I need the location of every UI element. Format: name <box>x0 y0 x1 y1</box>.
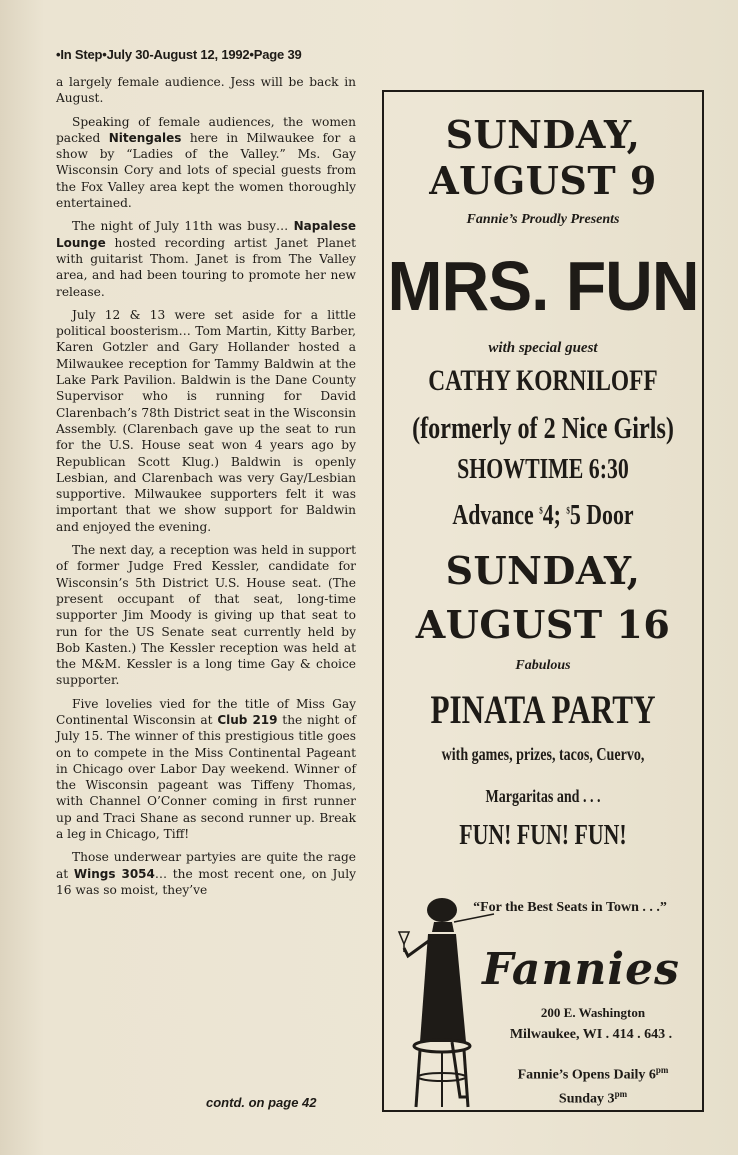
fannies-logo: Fannies <box>482 944 680 995</box>
ad-date1-line2: AUGUST 9 <box>429 158 657 203</box>
ad-with-guest: with special guest <box>488 340 598 356</box>
ad-address2: Milwaukee, WI . 414 . 643 . <box>509 1027 673 1042</box>
ad-fun: FUN! FUN! FUN! <box>459 820 627 851</box>
ad-guest: CATHY KORNILOFF <box>428 364 658 397</box>
continued-notice: contd. on page 42 <box>206 1095 317 1110</box>
article-paragraph: July 12 & 13 were set aside for a little political boosterism… Tom Martin, Kitty Barber, Karen Gotzler and Gary Hollander hosted a Milwaukee reception for Tammy Baldwin at the Lake Park Pavilion. Baldwin is the Dane County Supervisor who is running for David Clarenbach’s 78th District seat in the Wisconsin Assembly. (Clarenbach gave up the seat to run for the U.S. House seat won 4 years ago by Republican Scott Klug.) Baldwin is openly Lesbian, and Clarenbach was very Gay/Lesbian supportive. Milwaukee supporters felt it was important that we show support for Baldwin and enjoyed the evening. <box>56 307 356 534</box>
hours2-text: Sunday 3 <box>558 1091 615 1107</box>
hours2-sup: pm <box>614 1089 628 1099</box>
price-separator: ; <box>553 500 567 531</box>
article-column <box>56 74 356 905</box>
ad-date2-line2: AUGUST 16 <box>415 602 671 647</box>
article-paragraph: The next day, a reception was held in support of former Judge Fred Kessler, candidate for Wisconsin’s 5th District U.S. House seat. (The present occupant of that seat, long-time supporter Jim Moody is giving up that seat to run for the US Senate seat currently held by Bob Kasten.) The Kessler reception was held at the M&M. Kessler is a long time Gay & choice supporter. <box>56 543 356 688</box>
article-paragraph: a largely female audience. Jess will be back in August. <box>56 75 356 106</box>
price-advance: 4 <box>542 500 554 531</box>
ad-date2-line1: SUNDAY, <box>445 548 641 593</box>
hours1-text: Fannie’s Opens Daily 6 <box>517 1067 656 1083</box>
price-prefix: Advance <box>452 500 540 531</box>
running-head: •In Step•July 30-August 12, 1992•Page 39 <box>56 47 302 62</box>
ad-date1-line1: SUNDAY, <box>445 112 641 157</box>
ad-presents: Fannie’s Proudly Presents <box>466 212 620 227</box>
ad-guest-note: (formerly of 2 Nice Girls) <box>412 410 674 445</box>
price-suffix: Door <box>580 500 634 531</box>
article-paragraph: Those underwear partyies are quite the rage at Wings 3054… the most recent one, on July 16 was so moist, they’ve <box>56 850 356 897</box>
ad-hours2 <box>484 1084 702 1110</box>
venue-name: Wings 3054 <box>73 866 155 881</box>
ad-price: Advance $4; $5 Door <box>452 500 634 531</box>
article-paragraph: Five lovelies vied for the title of Miss Gay Continental Wisconsin at Club 219 the night of July 15. The winner of this prestigious title goes on to compete in the Miss Continental Pageant in Chicago over Labor Day weekend. Winner of the Wisconsin pageant was Tiffeny Thomas, with Channel O’Conner coming in first runner up and Traci Shane as second runner up. Break a leg in Chicago, Tiff! <box>56 696 357 842</box>
ad-address1: 200 E. Washington <box>540 1005 646 1020</box>
article-paragraph: Speaking of female audiences, the women packed Nitengales here in Milwaukee for a show by “Ladies of the Valley.” Ms. Gay Wisconsin Cory and lots of special guests from the Fox Valley area kept the women thoroughly entertained. <box>56 114 356 211</box>
ad-fabulous: Fabulous <box>515 658 571 673</box>
price-door: 5 <box>569 500 581 531</box>
ad-event-desc2: Margaritas and . . . <box>485 786 601 806</box>
ad-hours1 <box>484 1060 702 1086</box>
ad-event-desc1: with games, prizes, tacos, Cuervo, <box>441 744 645 764</box>
ad-headliner: MRS. FUN <box>387 247 699 325</box>
ad-slogan: “For the Best Seats in Town . . .” <box>473 900 667 915</box>
venue-name: Napalese Lounge <box>56 219 356 250</box>
article-paragraph: The night of July 11th was busy… Napalese Lounge hosted recording artist Janet Planet with guitarist Thom. Janet is from The Valley area, and had been touring to promote her new release. <box>56 219 356 299</box>
venue-name: Nitengales <box>108 130 182 145</box>
ad-event: PINATA PARTY <box>430 687 656 732</box>
hours1-sup: pm <box>655 1065 669 1075</box>
venue-name: Club 219 <box>217 712 278 727</box>
ad-showtime: SHOWTIME 6:30 <box>457 454 629 485</box>
fannies-advertisement <box>382 90 704 1112</box>
